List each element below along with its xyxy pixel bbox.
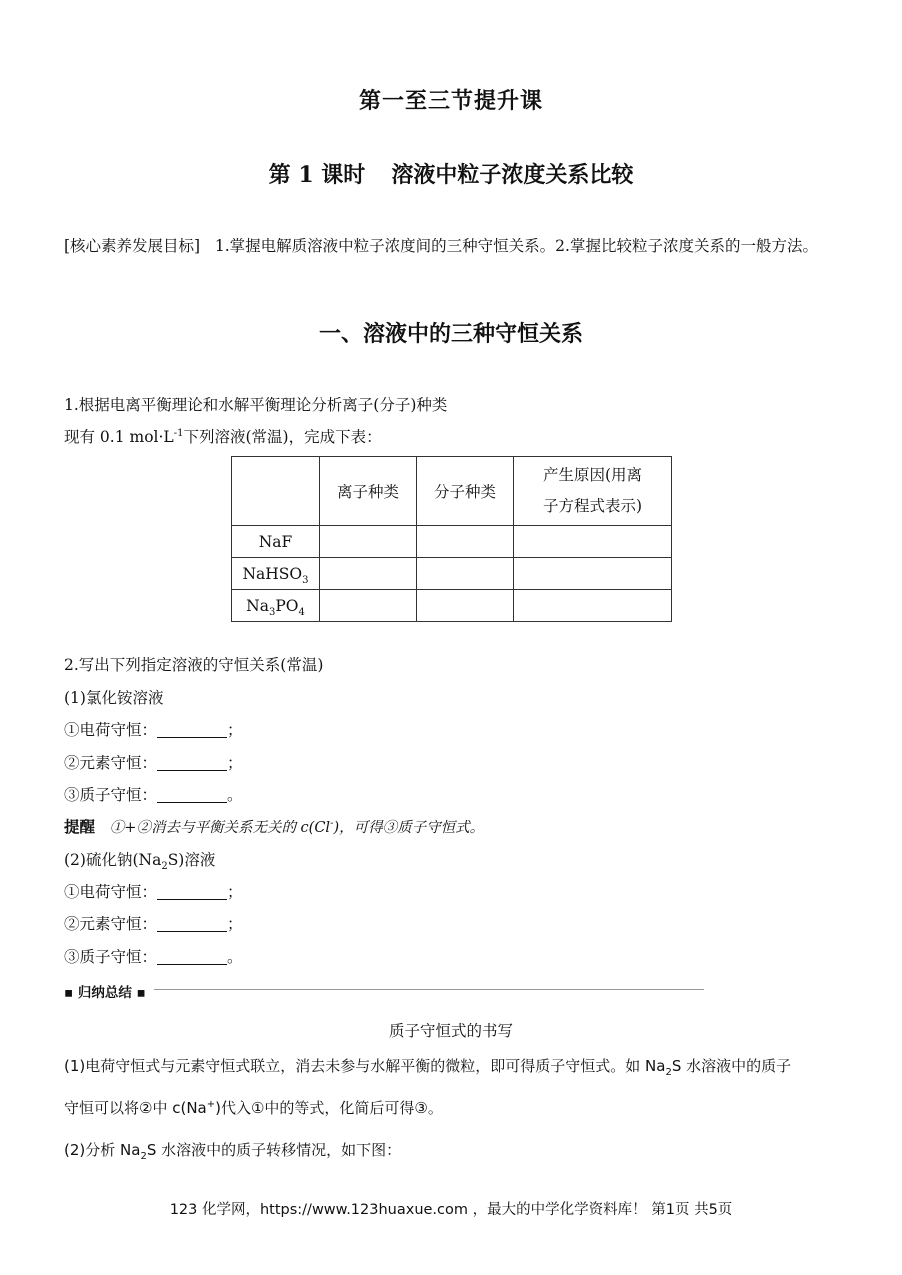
summary-label: ▪ 归纳总结 ▪ <box>64 985 146 1001</box>
answer-blank[interactable] <box>157 721 227 738</box>
row-label: $Na_3PO_4$ <box>232 590 320 622</box>
answer-blank[interactable] <box>157 754 227 771</box>
table-row <box>232 590 672 622</box>
divider-line <box>154 989 704 990</box>
lesson-title <box>0 158 902 189</box>
summary-para-2: (2)分析 $Na_2S$ 水溶液中的质子转移情况，如下图： <box>64 1141 402 1162</box>
header-line: 子方程式表示) <box>542 497 643 515</box>
table-cell[interactable] <box>417 590 514 622</box>
table-cell[interactable] <box>417 558 514 590</box>
page-footer: 123 化学网，https://www.123huaxue.com ，最大的中学化学资料库！ 第1页 共5页 <box>169 1202 733 1218</box>
table-cell[interactable] <box>514 558 672 590</box>
table-corner <box>232 457 320 526</box>
summary-para-1-cont: 守恒可以将②中 c(Na+)代入①中的等式，化简后可得③。 <box>64 1099 443 1117</box>
summary-para-1: (1)电荷守恒式与元素守恒式联立，消去未参与水解平衡的微粒，即可得质子守恒式。如 $Na_2S$ 水溶液中的质子 <box>64 1057 792 1078</box>
table-cell[interactable] <box>320 526 417 558</box>
tip-label: 提醒 <box>64 817 96 836</box>
case1-charge: ①电荷守恒： ； <box>64 721 243 739</box>
intro-sup: -1 <box>173 427 184 439</box>
core-goals <box>64 230 844 263</box>
case2-title: (2)硫化钠$(Na_2S)$溶液 <box>64 851 216 873</box>
table-header-cell: 离子种类 <box>320 457 417 526</box>
part1-heading: 1.根据电离平衡理论和水解平衡理论分析离子(分子)种类 <box>64 396 448 414</box>
case2-charge: ①电荷守恒： ； <box>64 883 243 901</box>
table-row <box>232 526 672 558</box>
answer-blank[interactable] <box>157 948 227 965</box>
table-cell[interactable] <box>417 526 514 558</box>
case1-title: (1)氯化铵溶液 <box>64 689 164 707</box>
answer-blank[interactable] <box>157 786 227 803</box>
summary-divider <box>64 981 704 1001</box>
table-cell[interactable] <box>320 558 417 590</box>
table-header-row <box>232 457 672 526</box>
goal-label: [核心素养发展目标] <box>64 237 201 255</box>
page-title: 第一至三节提升课 <box>358 88 543 114</box>
table-row <box>232 558 672 590</box>
lesson-subtitle: 溶液中粒子浓度关系比较 <box>391 162 634 188</box>
goal-text: 1.掌握电解质溶液中粒子浓度间的三种守恒关系。2.掌握比较粒子浓度关系的一般方法。 <box>214 237 818 255</box>
part1-intro <box>64 425 382 447</box>
case2-proton: ③质子守恒： 。 <box>64 948 243 966</box>
answer-blank[interactable] <box>157 915 227 932</box>
tip <box>64 815 484 837</box>
part2-heading: 2.写出下列指定溶液的守恒关系(常温) <box>64 656 324 674</box>
header-line: 产生原因(用离 <box>542 466 643 484</box>
case2-element: ②元素守恒： ； <box>64 915 243 933</box>
lesson-number: 第 1 课时 <box>268 162 366 188</box>
table-cell[interactable] <box>514 590 672 622</box>
summary-heading: 质子守恒式的书写 <box>388 1022 513 1040</box>
table-header-cell <box>514 457 672 526</box>
row-label: NaHSO$_3$ <box>232 558 320 590</box>
ion-table <box>231 456 672 622</box>
case1-proton: ③质子守恒： 。 <box>64 786 243 804</box>
case1-element: ②元素守恒： ； <box>64 754 243 772</box>
table-header-cell: 分子种类 <box>417 457 514 526</box>
tip-text: ①+②消去与平衡关系无关的 c(Cl-)，可得③质子守恒式。 <box>109 818 485 836</box>
section-heading: 一、溶液中的三种守恒关系 <box>318 321 583 347</box>
answer-blank[interactable] <box>157 883 227 900</box>
intro-text: 现有 0.1 mol·L <box>64 428 174 446</box>
table-cell[interactable] <box>320 590 417 622</box>
table-cell[interactable] <box>514 526 672 558</box>
row-label: NaF <box>232 526 320 558</box>
intro-text-end: 下列溶液(常温)，完成下表： <box>183 428 382 446</box>
